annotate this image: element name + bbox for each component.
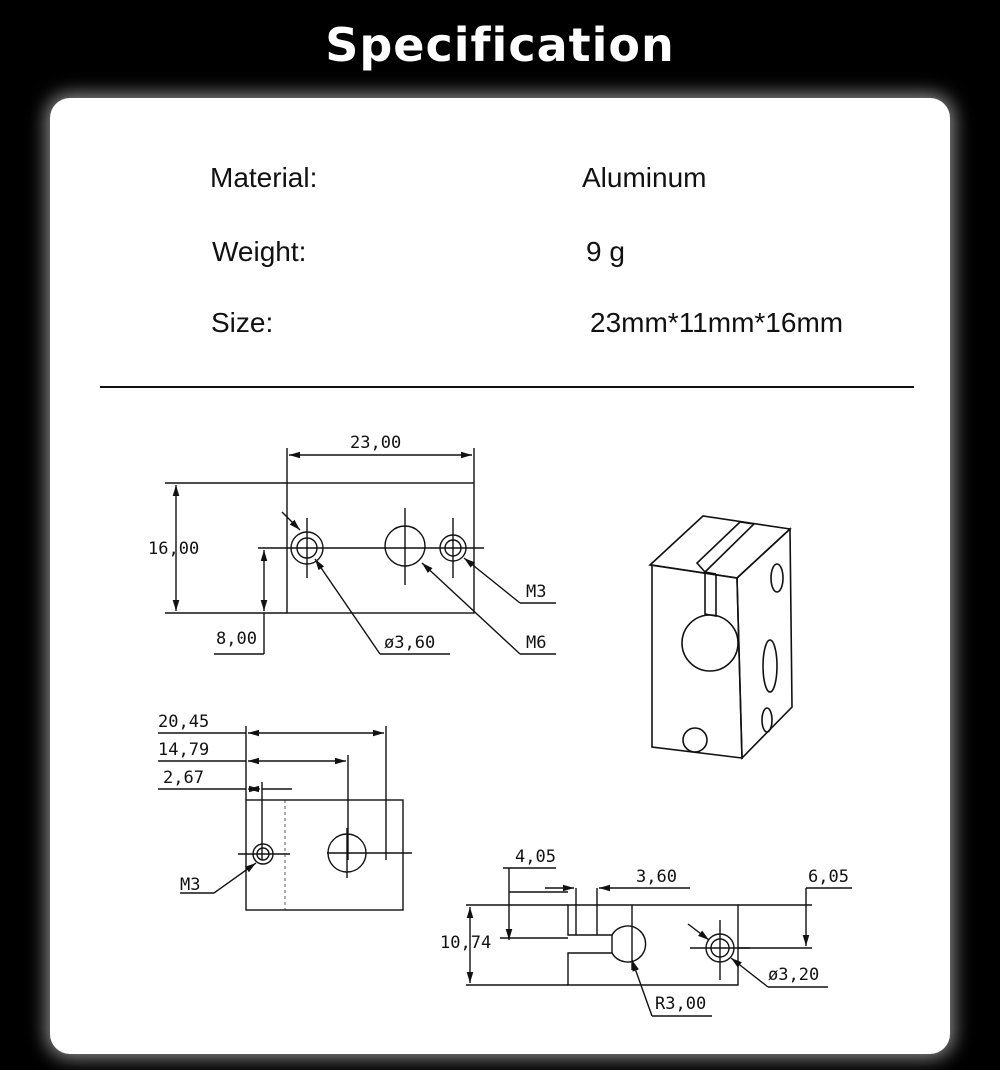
side-dim-1: 20,45: [158, 712, 210, 732]
top-hole-offset: 6,05: [808, 867, 849, 887]
top-height-dim: 10,74: [440, 933, 492, 953]
material-label: Material:: [210, 162, 318, 193]
side-dim-3: 2,67: [163, 768, 204, 788]
side-thread: M3: [180, 875, 201, 895]
front-thread-small: M3: [526, 582, 547, 602]
hole-height-dim: 8,00: [216, 629, 257, 649]
top-radius: R3,00: [655, 994, 707, 1014]
top-slot-offset: 4,05: [515, 847, 556, 867]
front-width-dim: 23,00: [350, 433, 402, 453]
front-hole-dia: ø3,60: [384, 633, 436, 653]
material-value: Aluminum: [582, 162, 707, 193]
top-view-outline: [568, 905, 738, 985]
top-hole-dia: ø3,20: [768, 965, 820, 985]
front-height-dim: 16,00: [148, 539, 200, 559]
isometric-view: [650, 516, 792, 758]
top-view: [440, 847, 852, 1016]
front-view: [148, 433, 556, 654]
size-value: 23mm*11mm*16mm: [590, 307, 844, 338]
size-label: Size:: [211, 307, 274, 338]
top-slot-width: 3,60: [636, 867, 677, 887]
side-view: [158, 712, 412, 910]
weight-value: 9 g: [586, 236, 625, 267]
page-title: Specification: [325, 18, 675, 72]
weight-label: Weight:: [212, 236, 307, 267]
front-thread-large: M6: [526, 633, 547, 653]
side-dim-2: 14,79: [158, 740, 210, 760]
